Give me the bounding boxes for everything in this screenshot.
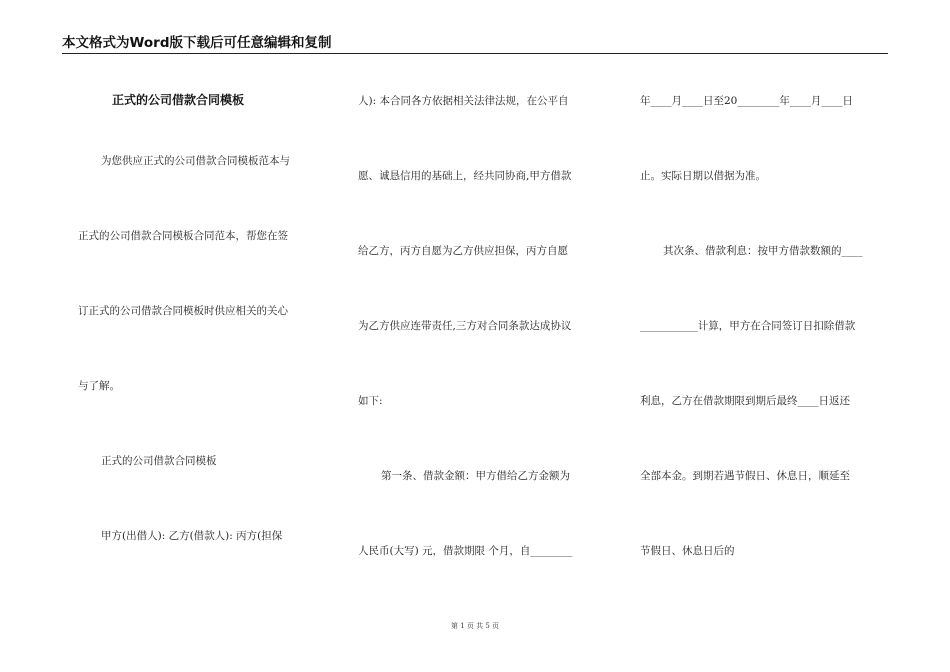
paragraph-line: 如下:: [358, 395, 383, 407]
paragraph-line: 与了解。: [78, 380, 120, 392]
paragraph-line: 节假日、休息日后的: [640, 545, 735, 557]
paragraph-line: 年____月____日至20________年____月____日: [640, 95, 853, 107]
paragraph-line: 正式的公司借款合同模板合同范本，帮您在签: [78, 230, 288, 242]
paragraph-line: 其次条、借款利息：按甲方借款数额的____: [663, 245, 863, 257]
paragraph-line: 为乙方供应连带责任,三方对合同条款达成协议: [358, 320, 572, 332]
paragraph-line: 利息，乙方在借款期限到期后最终____日返还: [640, 395, 850, 407]
paragraph-line: 给乙方，丙方自愿为乙方供应担保，丙方自愿: [358, 245, 568, 257]
page-footer: [0, 621, 950, 631]
paragraph-line: 止。实际日期以借据为准。: [640, 170, 766, 182]
paragraph-line: 甲方(出借人): 乙方(借款人): 丙方(担保: [101, 530, 283, 542]
paragraph-line: ___________计算，甲方在合同签订日扣除借款: [640, 320, 856, 332]
paragraph-line: 第一条、借款金额：甲方借给乙方金额为: [381, 470, 570, 482]
paragraph-line: 人): 本合同各方依据相关法律法规，在公平自: [358, 95, 569, 107]
page-header: [62, 33, 888, 54]
paragraph-line: 愿、诚恳信用的基础上，经共同协商,甲方借款: [358, 170, 572, 182]
page-number-label: 第 1 页 共 5 页: [450, 622, 500, 630]
header-title: 本文格式为Word版下载后可任意编辑和复制: [62, 35, 332, 51]
paragraph-line: 人民币(大写) 元，借款期限 个月，自________: [358, 545, 573, 557]
document-title: 正式的公司借款合同模板: [112, 93, 245, 107]
section-heading: 正式的公司借款合同模板: [101, 455, 217, 467]
paragraph-line: 全部本金。到期若遇节假日、休息日，顺延至: [640, 470, 850, 482]
paragraph-line: 订正式的公司借款合同模板时供应相关的关心: [78, 305, 288, 317]
paragraph-line: 为您供应正式的公司借款合同模板范本与: [101, 155, 290, 167]
